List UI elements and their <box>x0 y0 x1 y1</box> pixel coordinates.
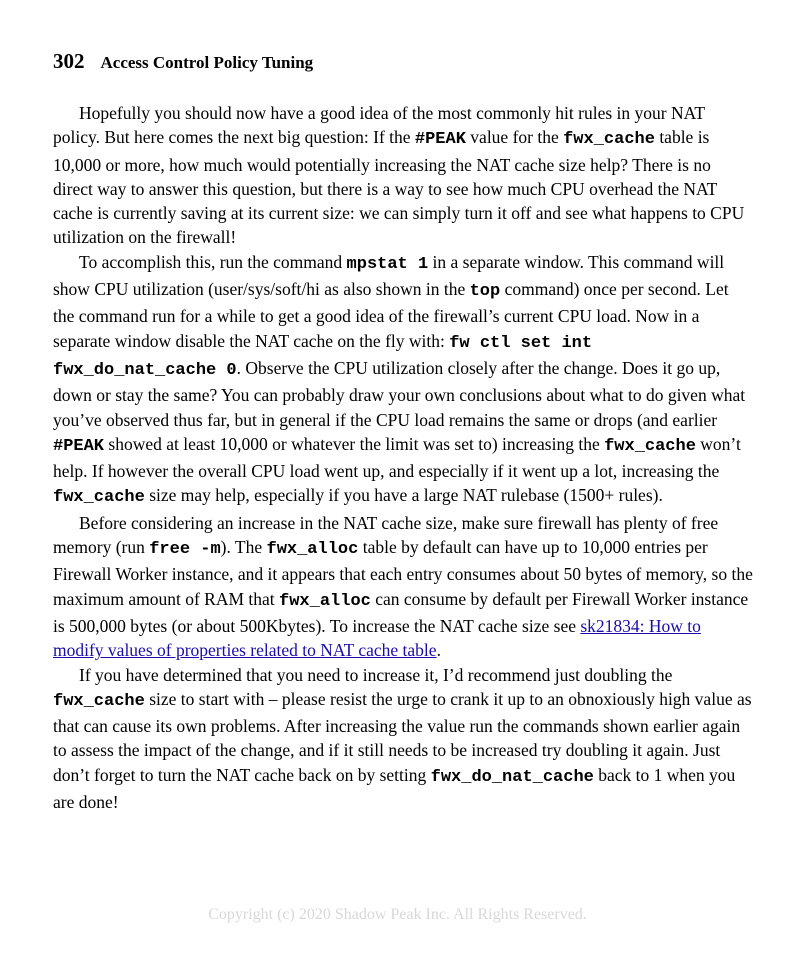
text-run: won’t help. If however the overall CPU load went up, and especially if it went up a lot, increasing the <box>53 433 741 482</box>
inline-code: fwx_alloc <box>266 540 359 560</box>
text-run: size may help, especially if you have a large NAT rulebase (1500+ rules). <box>144 485 663 506</box>
text-run: To accomplish this, run the command <box>79 251 347 272</box>
inline-code: fwx_cache <box>563 130 655 150</box>
text-run: command) once per second. Let the command run for a while to get a good idea of the firewall’s current CPU load. Now in a separate window disable the NAT cache on the fly with: <box>53 279 729 351</box>
inline-code: fwx_cache <box>53 691 145 711</box>
text-run: If you have determined that you need to increase it, I’d recommend just doubling the <box>79 664 673 685</box>
text-run: table is 10,000 or more, how much would potentially increasing the NAT cache size help? There is no direct way to answer this question, but there is a way to see how much CPU overhead the NAT cache is currently saving at its current size: we can simply turn it off and see what happens to CPU utilization on the firewall! <box>53 127 745 248</box>
inline-code: #PEAK <box>414 130 466 150</box>
text-run: back to 1 when you are done! <box>53 764 736 813</box>
text-run: ). The <box>220 537 267 558</box>
paragraph <box>53 250 753 511</box>
running-header <box>53 49 313 74</box>
copyright-footer: Copyright (c) 2020 Shadow Peak Inc. All Rights Reserved. <box>208 906 587 923</box>
paragraph <box>53 101 753 250</box>
inline-code: fwx_do_nat_cache <box>430 767 594 787</box>
text-run: value for the <box>465 127 564 148</box>
text-run: Before considering an increase in the NAT cache size, make sure firewall has plenty of free memory (run <box>53 512 719 558</box>
inline-code: top <box>469 282 501 302</box>
inline-code: fw ctl set int fwx_do_nat_cache 0 <box>53 333 593 380</box>
text-run: in a separate window. This command will show CPU utilization (user/sys/soft/hi as also shown in the <box>53 251 725 300</box>
text-run: showed at least 10,000 or whatever the limit was set to) increasing the <box>104 433 605 454</box>
text-run: Hopefully you should now have a good idea of the most commonly hit rules in your NAT policy. But here comes the next big question: If the <box>53 103 705 148</box>
inline-code: fwx_cache <box>53 488 145 508</box>
body-text <box>53 101 753 814</box>
text-run: can consume by default per Firewall Worker instance is 500,000 bytes (or about 500Kbytes). To increase the NAT cache size see <box>53 588 749 636</box>
inline-code: fwx_cache <box>604 436 696 456</box>
paragraph <box>53 511 753 663</box>
text-run: size to start with – please resist the urge to crank it up to an obnoxiously high value as that can cause its own problems. After increasing the value run the commands shown earlier again to assess the impact of the change, and if it still needs to be increased try doubling it again. Just don’t forget to turn the NAT cache back on by setting <box>53 688 752 785</box>
inline-code: mpstat 1 <box>346 254 429 274</box>
inline-code: free -m <box>149 540 221 560</box>
text-run: . <box>436 640 441 661</box>
paragraph <box>53 663 753 815</box>
inline-code: #PEAK <box>53 436 105 456</box>
kb-article-link[interactable]: sk21834: How to modify values of properties related to NAT cache table <box>53 615 701 661</box>
text-run: table by default can have up to 10,000 entries per Firewall Worker instance, and it appears that each entry consumes about 50 bytes of memory, so the maximum amount of RAM that <box>53 537 753 609</box>
page-number: 302 <box>53 49 85 73</box>
inline-code: fwx_alloc <box>279 591 371 611</box>
text-run: . Observe the CPU utilization closely after the change. Does it go up, down or stay the same? You can probably draw your own conclusions about what to do given what you’ve observed thus far, but in general if the CPU load remains the same or drops (and earlier <box>53 357 746 430</box>
chapter-title: Access Control Policy Tuning <box>100 53 314 72</box>
